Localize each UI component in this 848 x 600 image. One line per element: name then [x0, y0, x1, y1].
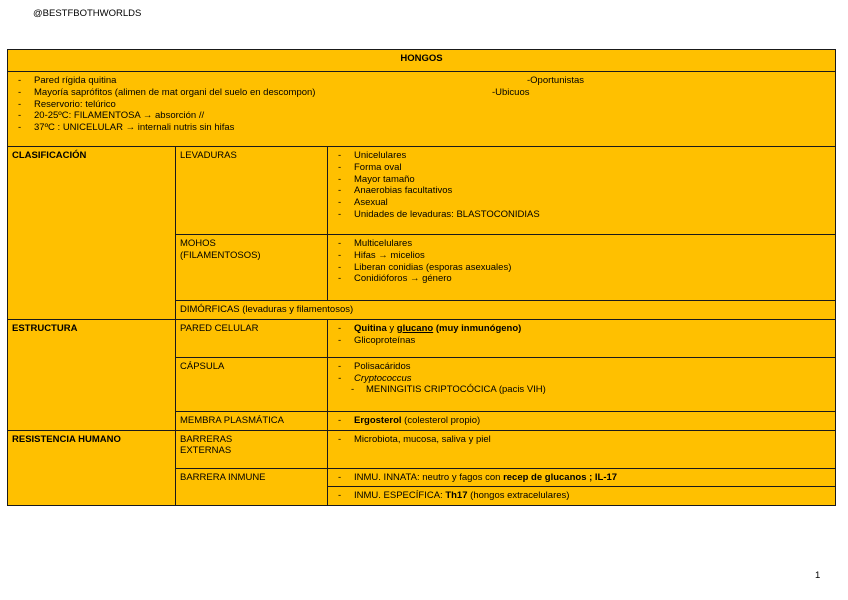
pared-cell — [328, 319, 836, 357]
oportunistas-note: -Oportunistas — [527, 75, 585, 86]
colesterol-text: (colesterol propio) — [401, 414, 481, 426]
inmunogeno-text: (muy inmunógeno) — [433, 322, 522, 334]
list-item: - Mayor tamaño — [332, 174, 831, 186]
list-item: - Asexual — [332, 197, 831, 209]
th17-text: Th17 — [445, 490, 468, 502]
barreras-line1: BARRERAS — [180, 433, 233, 445]
list-item: - Multicelulares — [332, 238, 831, 250]
list-item: - Cryptococcus — [332, 373, 831, 385]
membrana-label: MEMBRA PLASMÁTICA — [176, 411, 328, 430]
list-item: - Glicoproteínas — [332, 335, 831, 347]
list-item: - Unidades de levaduras: BLASTOCONIDIAS — [332, 209, 831, 221]
especifica-cell — [328, 487, 836, 506]
list-item: - Forma oval — [332, 162, 831, 174]
membrana-cell — [328, 411, 836, 430]
inmune-label: BARRERA INMUNE — [176, 468, 328, 506]
extracelulares-text: (hongos extracelulares) — [467, 490, 570, 502]
list-item — [332, 490, 831, 502]
list-item: - MENINGITIS CRIPTOCÓCICA (pacis VIH) — [332, 384, 831, 396]
mohos-line2: (FILAMENTOSOS) — [180, 249, 261, 261]
section-resistencia: RESISTENCIA HUMANO — [8, 430, 176, 506]
levaduras-cell — [328, 147, 836, 235]
list-item: - Pared rígida quitina — [12, 75, 572, 87]
ubicuos-note: -Ubicuos — [492, 87, 530, 98]
capsula-label: CÁPSULA — [176, 357, 328, 411]
document-header: @BESTFBOTHWORLDS — [33, 8, 142, 19]
list-item — [332, 472, 831, 484]
list-item: - Reservorio: telúrico — [12, 99, 572, 111]
list-item — [332, 415, 831, 427]
list-item: - 20-25ºC: FILAMENTOSA → absorción // — [12, 110, 572, 122]
list-item: - Conidióforos → género — [332, 273, 831, 285]
quitina-text: Quitina — [354, 322, 387, 334]
barreras-cell — [328, 430, 836, 468]
glucanos-text: recep de glucanos ; IL-17 — [503, 471, 618, 483]
mohos-line1: MOHOS — [180, 238, 216, 249]
dimorficas-cell: DIMÓRFICAS (levaduras y filamentosos) — [176, 301, 836, 320]
list-item: - Unicelulares — [332, 150, 831, 162]
hongos-table — [7, 49, 836, 506]
list-item: - Liberan conidias (esporas asexuales) — [332, 262, 831, 274]
ergosterol-text: Ergosterol — [354, 414, 402, 426]
list-item: - 37ºC : UNICELULAR → internali nutris sin hifas — [12, 122, 572, 134]
list-item: - Anaerobias facultativos — [332, 185, 831, 197]
y-text: y — [386, 322, 397, 334]
intro-cell — [8, 72, 836, 147]
barreras-label — [176, 430, 328, 468]
barreras-line2: EXTERNAS — [180, 445, 232, 457]
intro-list — [12, 75, 572, 134]
list-item: - Hifas → micelios — [332, 250, 831, 262]
page-number: 1 — [815, 570, 821, 581]
capsula-cell — [328, 357, 836, 411]
section-clasificacion: CLASIFICACIÓN — [8, 147, 176, 320]
list-item: - Microbiota, mucosa, saliva y piel — [332, 434, 831, 446]
table-title: HONGOS — [8, 50, 836, 72]
list-item — [332, 323, 831, 335]
mohos-cell — [328, 235, 836, 301]
section-estructura: ESTRUCTURA — [8, 319, 176, 430]
list-item: - Mayoría saprófitos (alimen de mat organi del suelo en descompon) — [12, 87, 572, 99]
mohos-label — [176, 235, 328, 301]
innata-cell — [328, 468, 836, 487]
especifica-text: INMU. ESPECÍFICA: — [354, 490, 446, 502]
levaduras-label: LEVADURAS — [176, 147, 328, 235]
list-item: - Polisacáridos — [332, 361, 831, 373]
pared-label: PARED CELULAR — [176, 319, 328, 357]
glucano-text: glucano — [396, 322, 434, 334]
innata-text: INMU. INNATA: neutro y fagos con — [354, 471, 504, 483]
